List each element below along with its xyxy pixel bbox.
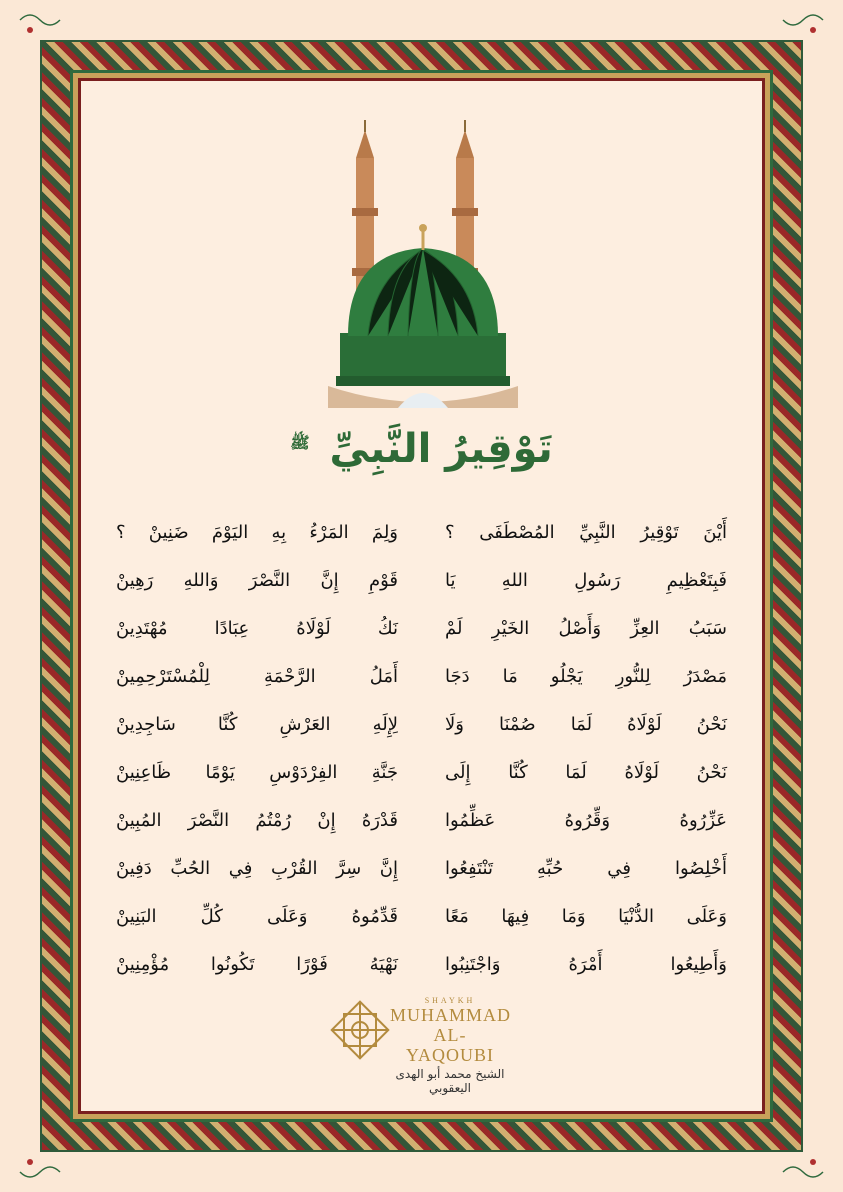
hemistich-first: سَبَبُ العِزِّ وَأَصْلُ الخَيْرِ لَمْ [445, 617, 727, 639]
hemistich-second: قَوْمِ إِنَّ النَّصْرَ وَاللهِ رَهِينْ [116, 569, 398, 591]
title-text: تَوْقِيرُ النَّبِيِّ [329, 426, 553, 472]
hemistich-second: نَكُ لَوْلَاهُ عِبَادًا مُهْتَدِينْ [116, 617, 398, 639]
hemistich-second: نَهْيَهُ فَوْرًا تَكُونُوا مُؤْمِنِينْ [116, 953, 398, 975]
verse-row [116, 748, 727, 796]
hemistich-first: نَحْنُ لَوْلَاهُ لَمَا صُمْنَا وَلَا [445, 713, 727, 735]
poem-verses [116, 508, 727, 988]
verse-row [116, 652, 727, 700]
hemistich-first: أَخْلِصُوا فِي حُبِّهِ تَنْتَفِعُوا [445, 857, 727, 879]
hemistich-second: إِنَّ سِرَّ القُرْبِ فِي الحُبِّ دَفِينْ [116, 857, 398, 879]
hemistich-first: نَحْنُ لَوْلَاهُ لَمَا كُنَّا إِلَى [445, 761, 727, 783]
signature-prefix: SHAYKH [424, 996, 476, 1005]
verse-row [116, 508, 727, 556]
verse-row [116, 844, 727, 892]
signature-text [390, 996, 510, 1095]
signature-logo [328, 996, 518, 1095]
yaqoubi-emblem-icon [328, 998, 392, 1062]
hemistich-first: وَأَطِيعُوا أَمْرَهُ وَاجْتَنِبُوا [445, 953, 727, 975]
hemistich-second: جَنَّةِ الفِرْدَوْسِ يَوْمًا ظَاعِنِينْ [116, 761, 398, 783]
signature-name-line1: MUHAMMAD [390, 1005, 512, 1025]
signature-arabic: الشيخ محمد أبو الهدى اليعقوبي [395, 1067, 505, 1095]
hemistich-first: مَصْدَرُ لِلنُّورِ يَجْلُو مَا دَجَا [445, 665, 727, 687]
content-area [108, 108, 735, 1095]
signature-name-line2: AL-YAQOUBI [406, 1025, 494, 1065]
verse-row [116, 556, 727, 604]
poem-title [108, 426, 735, 472]
verse-row [116, 700, 727, 748]
hemistich-first: عَزِّرُوهُ وَقِّرُوهُ عَظِّمُوا [445, 809, 727, 831]
green-dome-mosque-illustration [318, 118, 528, 418]
hemistich-first: أَيْنَ تَوْقِيرُ النَّبِيِّ المُصْطَفَى ؟ [445, 521, 727, 543]
salawat-glyph: ﷺ [290, 432, 310, 452]
hemistich-second: قَدِّمُوهُ وَعَلَى كُلِّ البَنِينْ [116, 905, 398, 927]
hemistich-second: قَدْرَهُ إِنْ رُمْتُمُ النَّصْرَ المُبِينْ [116, 809, 398, 831]
hemistich-first: فَبِتَعْظِيمِ رَسُولِ اللهِ يَا [445, 569, 727, 591]
verse-row [116, 892, 727, 940]
verse-row [116, 940, 727, 988]
hemistich-second: لِإِلَهِ العَرْشِ كُنَّا سَاجِدِينْ [116, 713, 398, 735]
verse-row [116, 604, 727, 652]
hemistich-second: وَلِمَ المَرْءُ بِهِ اليَوْمَ ضَنِينْ ؟ [116, 521, 398, 543]
hemistich-second: أَمَلُ الرَّحْمَةِ لِلْمُسْتَرْحِمِينْ [116, 665, 398, 687]
verse-row [116, 796, 727, 844]
hemistich-first: وَعَلَى الدُّنْيَا وَمَا فِيهَا مَعًا [445, 905, 727, 927]
